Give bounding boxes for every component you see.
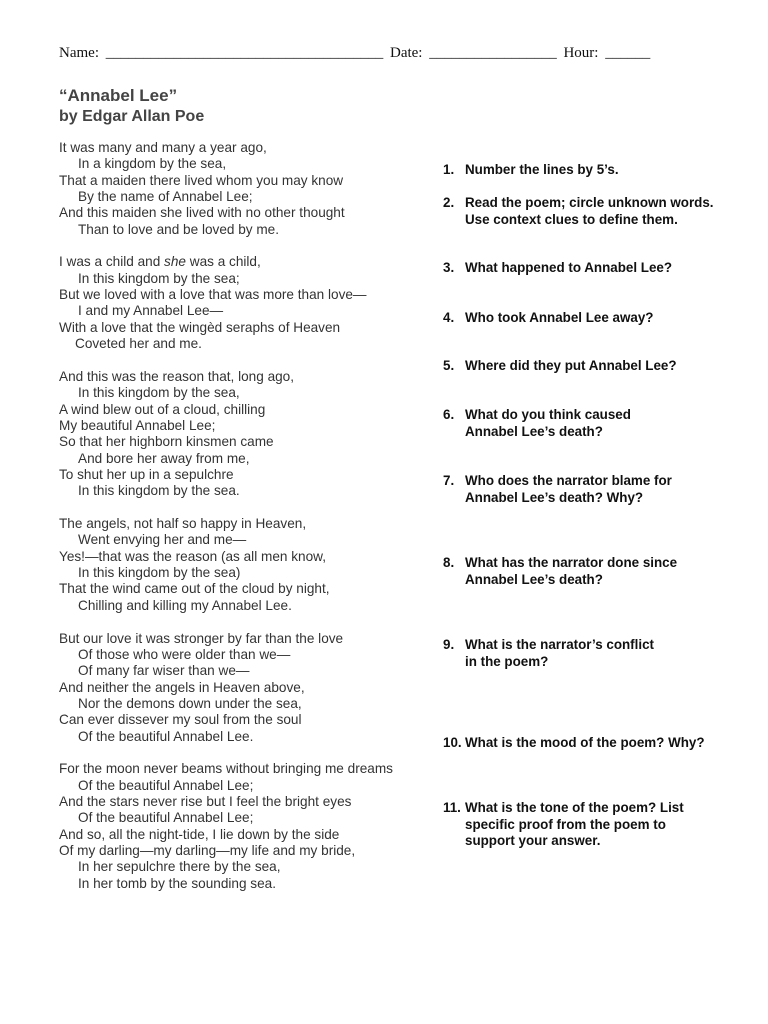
- poem-line: Chilling and killing my Annabel Lee.: [78, 597, 292, 613]
- poem-line: In this kingdom by the sea.: [78, 483, 240, 499]
- name-label: Name:: [59, 45, 99, 61]
- poem-text: [59, 140, 419, 908]
- stanza: [59, 140, 419, 238]
- poem-author: by Edgar Allan Poe: [59, 108, 205, 125]
- question-1: [443, 162, 619, 179]
- question-10: [443, 735, 705, 752]
- question-number: 11.: [443, 800, 461, 815]
- question-text: Where did they put Annabel Lee?: [465, 358, 677, 373]
- poem-line: I and my Annabel Lee—: [78, 303, 224, 319]
- question-8: [443, 555, 677, 588]
- question-number: 4.: [443, 310, 455, 325]
- poem-line: In her tomb by the sounding sea.: [78, 875, 276, 891]
- question-text: in the poem?: [465, 653, 549, 669]
- student-info-header: [59, 45, 653, 62]
- name-blank[interactable]: _____________________________________: [105, 45, 384, 61]
- question-6: [443, 407, 631, 440]
- question-7: [443, 473, 672, 506]
- poem-line: And neither the angels in Heaven above,: [59, 679, 305, 695]
- poem-line: But we loved with a love that was more than love—: [59, 287, 367, 303]
- emphasized-word: she: [164, 254, 186, 270]
- question-9: [443, 637, 654, 670]
- poem-line: I was a child and she was a child,: [59, 254, 261, 270]
- question-text: Number the lines by 5’s.: [465, 162, 619, 177]
- poem-line: Of the beautiful Annabel Lee;: [78, 777, 254, 793]
- hour-label: Hour:: [563, 45, 599, 61]
- poem-line: With a love that the wingèd seraphs of Heaven: [59, 319, 341, 335]
- poem-line: It was many and many a year ago,: [59, 140, 267, 155]
- poem-line: And bore her away from me,: [78, 450, 250, 466]
- poem-line: And so, all the night-tide, I lie down by the side: [59, 826, 340, 842]
- poem-line: Of the beautiful Annabel Lee;: [78, 810, 254, 826]
- poem-line: And the stars never rise but I feel the bright eyes: [59, 793, 352, 809]
- poem-line: Of the beautiful Annabel Lee.: [78, 728, 254, 744]
- stanza: [59, 631, 419, 745]
- date-label: Date:: [389, 45, 423, 61]
- poem-line: Of those who were older than we—: [78, 646, 291, 662]
- poem-line: Nor the demons down under the sea,: [78, 695, 302, 711]
- poem-line: My beautiful Annabel Lee;: [59, 417, 216, 433]
- question-text: Annabel Lee’s death?: [465, 571, 603, 587]
- poem-line: And this was the reason that, long ago,: [59, 368, 295, 384]
- question-number: 3.: [443, 260, 455, 275]
- question-number: 5.: [443, 358, 455, 373]
- poem-line: To shut her up in a sepulchre: [59, 466, 234, 482]
- question-text: What is the tone of the poem? List: [465, 800, 684, 815]
- poem-line: For the moon never beams without bringing me dreams: [59, 761, 393, 777]
- question-number: 7.: [443, 473, 455, 488]
- question-text: What do you think caused: [465, 407, 631, 422]
- poem-title: “Annabel Lee”: [59, 86, 178, 105]
- hour-blank[interactable]: ______: [605, 45, 651, 61]
- poem-line: In her sepulchre there by the sea,: [78, 859, 281, 875]
- question-number: 1.: [443, 162, 455, 177]
- poem-line: And this maiden she lived with no other thought: [59, 205, 345, 221]
- question-text: Read the poem; circle unknown words.: [465, 195, 714, 210]
- poem-line: The angels, not half so happy in Heaven,: [59, 516, 307, 532]
- poem-line: Went envying her and me—: [78, 532, 247, 548]
- poem-line: In this kingdom by the sea): [78, 565, 241, 581]
- stanza: [59, 761, 419, 892]
- question-text: Who took Annabel Lee away?: [465, 310, 654, 325]
- question-5: [443, 358, 677, 375]
- question-2: [443, 195, 714, 228]
- question-text: What is the narrator’s conflict: [465, 637, 654, 652]
- poem-line: Coveted her and me.: [75, 336, 202, 352]
- question-text: support your answer.: [465, 833, 601, 848]
- poem-line: By the name of Annabel Lee;: [78, 189, 253, 205]
- title-block: [59, 86, 204, 128]
- question-number: 8.: [443, 555, 455, 570]
- stanza: [59, 516, 419, 614]
- stanza: [59, 369, 419, 500]
- question-text: What happened to Annabel Lee?: [465, 260, 673, 275]
- date-blank[interactable]: _________________: [429, 45, 557, 61]
- question-text: What has the narrator done since: [465, 555, 678, 570]
- question-text: Use context clues to define them.: [465, 211, 678, 227]
- poem-line: A wind blew out of a cloud, chilling: [59, 401, 266, 417]
- question-3: [443, 260, 672, 277]
- question-text: Who does the narrator blame for: [465, 473, 672, 488]
- question-4: [443, 310, 653, 327]
- question-number: 10.: [443, 735, 462, 750]
- poem-line: In this kingdom by the sea,: [78, 385, 240, 401]
- poem-line: In a kingdom by the sea,: [78, 156, 227, 172]
- question-number: 2.: [443, 195, 455, 210]
- poem-line: In this kingdom by the sea;: [78, 270, 240, 286]
- poem-line: That the wind came out of the cloud by night,: [59, 581, 330, 597]
- poem-line: Of my darling—my darling—my life and my bride,: [59, 843, 356, 859]
- poem-line: Can ever dissever my soul from the soul: [59, 712, 302, 728]
- poem-line: Than to love and be loved by me.: [78, 221, 280, 237]
- question-text: Annabel Lee’s death? Why?: [465, 489, 644, 505]
- poem-line: That a maiden there lived whom you may know: [59, 172, 344, 188]
- question-text: What is the mood of the poem? Why?: [465, 735, 705, 750]
- stanza: [59, 254, 419, 352]
- poem-line: But our love it was stronger by far than the love: [59, 630, 344, 646]
- question-number: 9.: [443, 637, 455, 652]
- question-11: [443, 800, 684, 850]
- question-text: Annabel Lee’s death?: [465, 423, 603, 439]
- poem-line: Of many far wiser than we—: [78, 663, 250, 679]
- poem-line: Yes!—that was the reason (as all men know,: [59, 548, 326, 564]
- poem-line: So that her highborn kinsmen came: [59, 434, 274, 450]
- question-text: specific proof from the poem to: [465, 816, 666, 832]
- question-number: 6.: [443, 407, 455, 422]
